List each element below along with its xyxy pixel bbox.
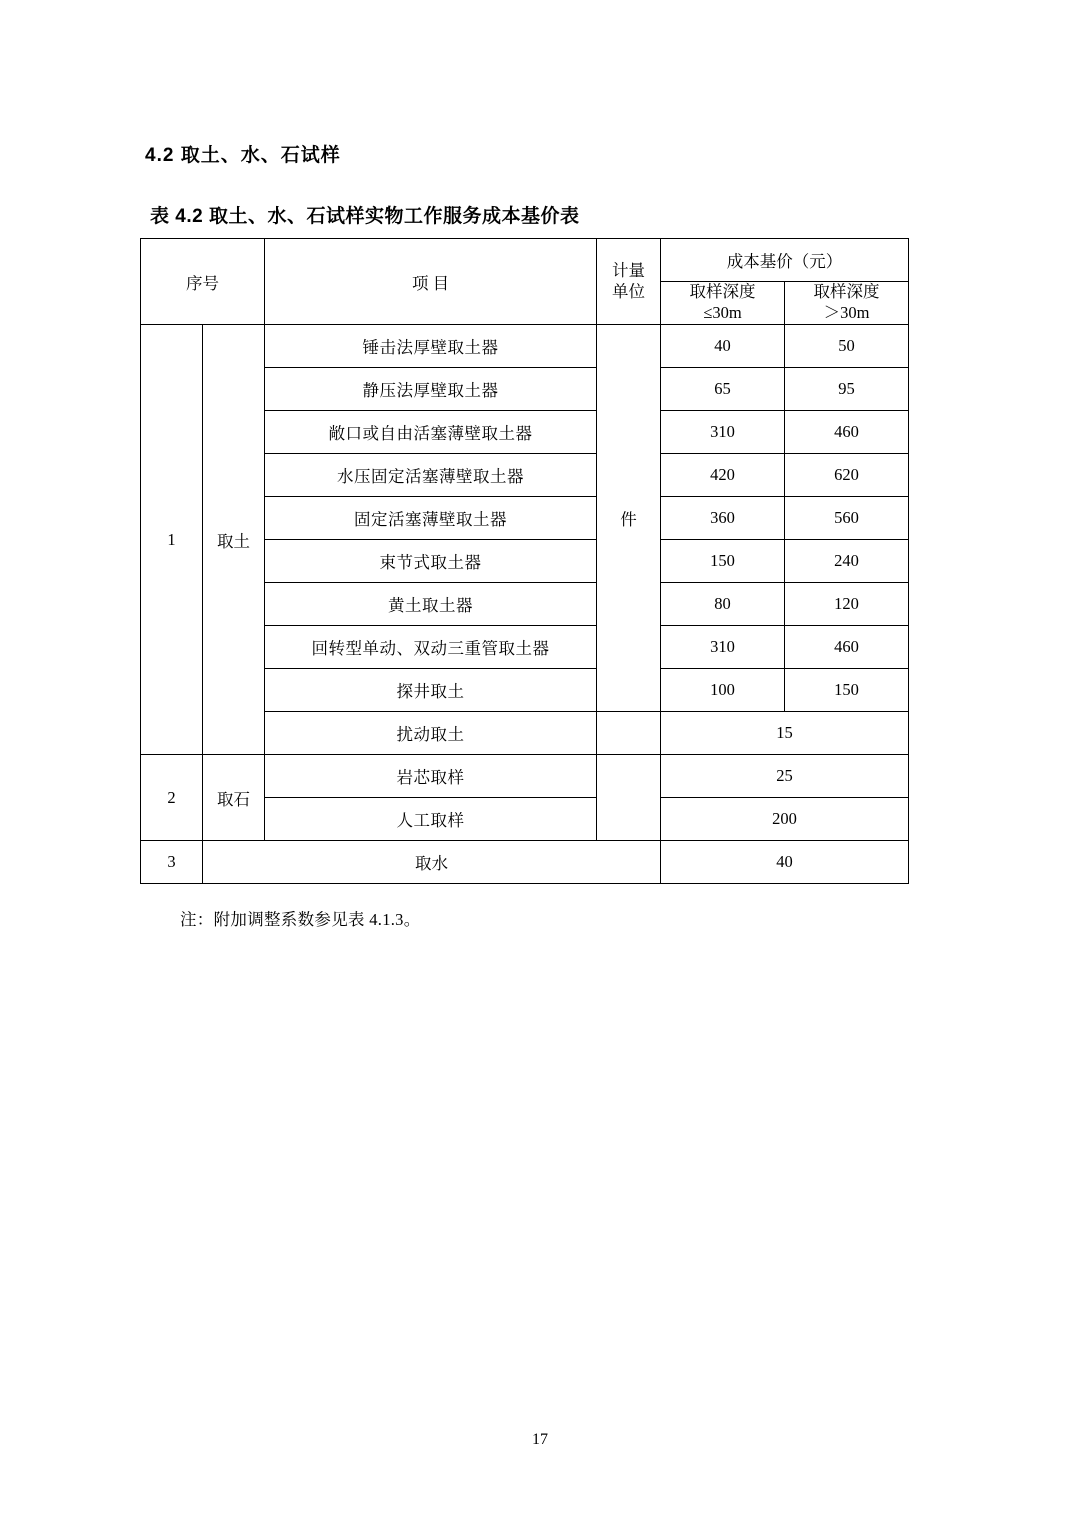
price-depth-le: 40 <box>661 325 785 368</box>
item-label: 固定活塞薄壁取土器 <box>265 497 597 540</box>
price-depth-gt: 150 <box>785 669 909 712</box>
group-no: 1 <box>141 325 203 755</box>
header-depth-le-line2: ≤30m <box>703 303 742 322</box>
header-unit <box>597 239 661 325</box>
price-merged: 15 <box>661 712 909 755</box>
price-depth-le: 100 <box>661 669 785 712</box>
unit-empty <box>597 712 661 755</box>
item-label: 扰动取土 <box>265 712 597 755</box>
table-header <box>141 239 909 325</box>
table-row <box>141 325 909 368</box>
unit-empty <box>597 755 661 841</box>
table-caption: 表 4.2 取土、水、石试样实物工作服务成本基价表 <box>150 206 580 227</box>
header-no: 序号 <box>141 239 265 325</box>
item-label: 探井取土 <box>265 669 597 712</box>
header-depth-gt-line1: 取样深度 <box>813 282 880 302</box>
group-name: 取土 <box>203 325 265 755</box>
price-merged: 40 <box>661 841 909 884</box>
header-cost-group: 成本基价（元） <box>661 239 909 282</box>
table-body <box>141 325 909 884</box>
header-unit-line1: 计量 <box>612 260 645 280</box>
item-label: 水压固定活塞薄壁取土器 <box>265 454 597 497</box>
item-label: 敞口或自由活塞薄壁取土器 <box>265 411 597 454</box>
group-name: 取石 <box>203 755 265 841</box>
header-unit-line2: 单位 <box>612 281 645 301</box>
item-label: 岩芯取样 <box>265 755 597 798</box>
header-depth-le <box>661 282 785 325</box>
table-row <box>141 841 909 884</box>
price-depth-le: 310 <box>661 411 785 454</box>
item-label: 静压法厚壁取土器 <box>265 368 597 411</box>
price-depth-gt: 120 <box>785 583 909 626</box>
price-depth-le: 360 <box>661 497 785 540</box>
price-depth-gt: 460 <box>785 626 909 669</box>
price-depth-le: 310 <box>661 626 785 669</box>
item-label: 回转型单动、双动三重管取土器 <box>265 626 597 669</box>
item-label: 黄土取土器 <box>265 583 597 626</box>
item-label: 锤击法厚壁取土器 <box>265 325 597 368</box>
item-label: 人工取样 <box>265 798 597 841</box>
table-note: 注：附加调整系数参见表 4.1.3。 <box>180 910 421 929</box>
header-depth-gt <box>785 282 909 325</box>
price-depth-gt: 560 <box>785 497 909 540</box>
group-name: 取水 <box>203 841 661 884</box>
price-merged: 200 <box>661 798 909 841</box>
group-no: 2 <box>141 755 203 841</box>
price-depth-le: 80 <box>661 583 785 626</box>
page-number: 17 <box>532 1431 548 1448</box>
price-merged: 25 <box>661 755 909 798</box>
price-depth-gt: 240 <box>785 540 909 583</box>
price-depth-gt: 620 <box>785 454 909 497</box>
header-depth-le-line1: 取样深度 <box>689 282 756 302</box>
cost-basis-table <box>140 238 909 884</box>
price-depth-gt: 95 <box>785 368 909 411</box>
section-title: 4.2 取土、水、石试样 <box>145 145 341 166</box>
header-depth-gt-line2: ＞30m <box>823 303 870 322</box>
price-depth-gt: 460 <box>785 411 909 454</box>
price-depth-le: 420 <box>661 454 785 497</box>
header-item: 项 目 <box>265 239 597 325</box>
price-depth-le: 65 <box>661 368 785 411</box>
item-label: 束节式取土器 <box>265 540 597 583</box>
group-unit: 件 <box>597 325 661 712</box>
price-depth-gt: 50 <box>785 325 909 368</box>
group-no: 3 <box>141 841 203 884</box>
price-depth-le: 150 <box>661 540 785 583</box>
table-row <box>141 755 909 798</box>
